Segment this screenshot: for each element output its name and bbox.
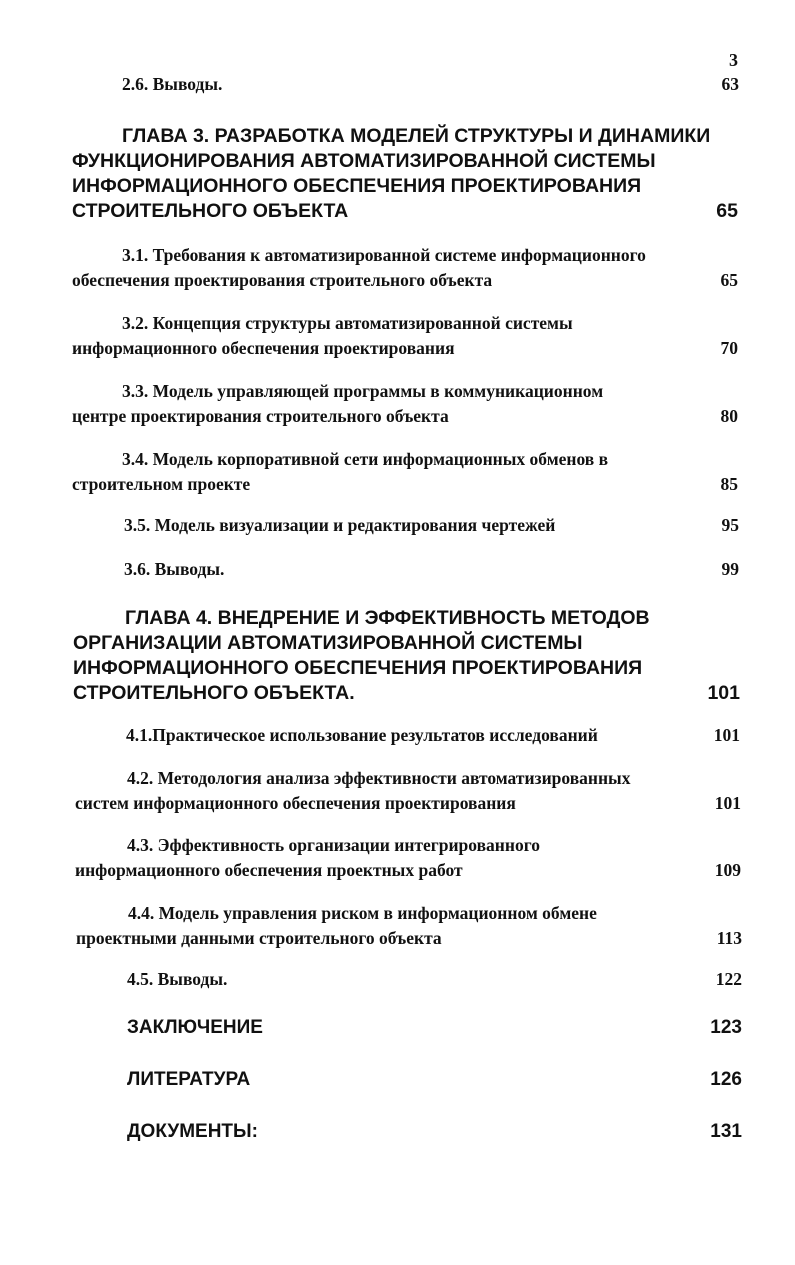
toc-entry-4-3 xyxy=(75,833,741,883)
toc-entry-4-5 xyxy=(127,969,742,990)
toc-entry-line: 4.4. Модель управления риском в информационном обмене xyxy=(128,903,597,923)
toc-entry-page: 95 xyxy=(721,515,739,535)
toc-entry-title: 3.6. Выводы. xyxy=(124,559,225,579)
toc-entry-3-2 xyxy=(72,311,738,361)
toc-entry-line: обеспечения проектирования строительного объекта xyxy=(72,270,493,290)
chapter-title-line: СТРОИТЕЛЬНОГО ОБЪЕКТА. xyxy=(73,682,355,704)
chapter-page: 101 xyxy=(707,682,740,704)
toc-chapter-4 xyxy=(73,606,740,706)
toc-entry-3-3 xyxy=(72,379,738,429)
toc-entry-title: ЗАКЛЮЧЕНИЕ xyxy=(127,1017,263,1038)
toc-entry-page: 99 xyxy=(721,559,739,579)
toc-entry-title: 3.5. Модель визуализации и редактирования чертежей xyxy=(124,515,556,535)
toc-entry-page: 101 xyxy=(713,725,740,745)
toc-entry-title: ДОКУМЕНТЫ: xyxy=(127,1121,258,1142)
toc-conclusion xyxy=(127,1017,742,1039)
toc-entry-page: 65 xyxy=(720,270,738,290)
chapter-title-line: ФУНКЦИОНИРОВАНИЯ АВТОМАТИЗИРОВАННОЙ СИСТЕМЫ xyxy=(72,150,656,172)
toc-entry-page: 70 xyxy=(720,338,738,358)
toc-entry-line: строительном проекте xyxy=(72,474,251,494)
toc-entry-3-4 xyxy=(72,447,738,497)
toc-literature xyxy=(127,1069,742,1091)
toc-entry-page: 113 xyxy=(716,928,742,948)
toc-entry-line: систем информационного обеспечения проектирования xyxy=(75,793,516,813)
toc-entry-4-4 xyxy=(76,901,742,951)
chapter-title-line: ИНФОРМАЦИОННОГО ОБЕСПЕЧЕНИЯ ПРОЕКТИРОВАНИЯ xyxy=(72,175,642,197)
toc-entry-line: информационного обеспечения проектирования xyxy=(72,338,455,358)
toc-entry-title: 2.6. Выводы. xyxy=(122,74,223,94)
toc-documents xyxy=(127,1121,742,1143)
toc-entry-4-2 xyxy=(75,766,741,816)
toc-entry-page: 63 xyxy=(721,74,739,94)
chapter-title-line: ГЛАВА 3. РАЗРАБОТКА МОДЕЛЕЙ СТРУКТУРЫ И ДИНАМИКИ xyxy=(122,125,711,147)
toc-entry-3-1 xyxy=(72,243,738,293)
chapter-title-line: ОРГАНИЗАЦИИ АВТОМАТИЗИРОВАННОЙ СИСТЕМЫ xyxy=(73,632,583,654)
toc-entry-page: 85 xyxy=(720,474,738,494)
toc-entry-line: 3.1. Требования к автоматизированной системе информационного xyxy=(122,245,646,265)
toc-entry-page: 122 xyxy=(715,969,742,989)
toc-entry-title: 4.5. Выводы. xyxy=(127,969,228,989)
toc-entry-line: 3.4. Модель корпоративной сети информационных обменов в xyxy=(122,449,609,469)
toc-entry-title: ЛИТЕРАТУРА xyxy=(127,1069,251,1090)
toc-entry-page: 80 xyxy=(720,406,738,426)
chapter-title-line: СТРОИТЕЛЬНОГО ОБЪЕКТА xyxy=(72,200,349,222)
toc-entry-4-1 xyxy=(126,725,740,746)
toc-entry-line: 4.2. Методология анализа эффективности автоматизированных xyxy=(127,768,631,788)
toc-entry-3-5 xyxy=(124,515,739,536)
page-number: 3 xyxy=(729,50,738,70)
toc-entry-page: 131 xyxy=(710,1121,742,1142)
toc-chapter-3 xyxy=(72,124,738,224)
toc-entry-line: проектными данными строительного объекта xyxy=(76,928,442,948)
toc-entry-line: центре проектирования строительного объекта xyxy=(72,406,449,426)
chapter-title-line: ИНФОРМАЦИОННОГО ОБЕСПЕЧЕНИЯ ПРОЕКТИРОВАНИЯ xyxy=(73,657,643,679)
toc-entry-3-6 xyxy=(124,559,739,580)
toc-entry-line: информационного обеспечения проектных работ xyxy=(75,860,463,880)
toc-entry-line: 3.2. Концепция структуры автоматизированной системы xyxy=(122,313,573,333)
toc-entry-title: 4.1.Практическое использование результатов исследований xyxy=(126,725,598,745)
toc-entry-line: 3.3. Модель управляющей программы в коммуникационном xyxy=(122,381,604,401)
toc-entry-line: 4.3. Эффективность организации интегрированного xyxy=(127,835,540,855)
toc-entry-page: 123 xyxy=(710,1017,742,1038)
chapter-title-line: ГЛАВА 4. ВНЕДРЕНИЕ И ЭФФЕКТИВНОСТЬ МЕТОДОВ xyxy=(125,607,650,629)
toc-entry-page: 101 xyxy=(714,793,741,813)
toc-entry-page: 126 xyxy=(710,1069,742,1090)
toc-entry-page: 109 xyxy=(714,860,741,880)
chapter-page: 65 xyxy=(716,200,738,222)
toc-entry-2-6 xyxy=(122,74,739,95)
